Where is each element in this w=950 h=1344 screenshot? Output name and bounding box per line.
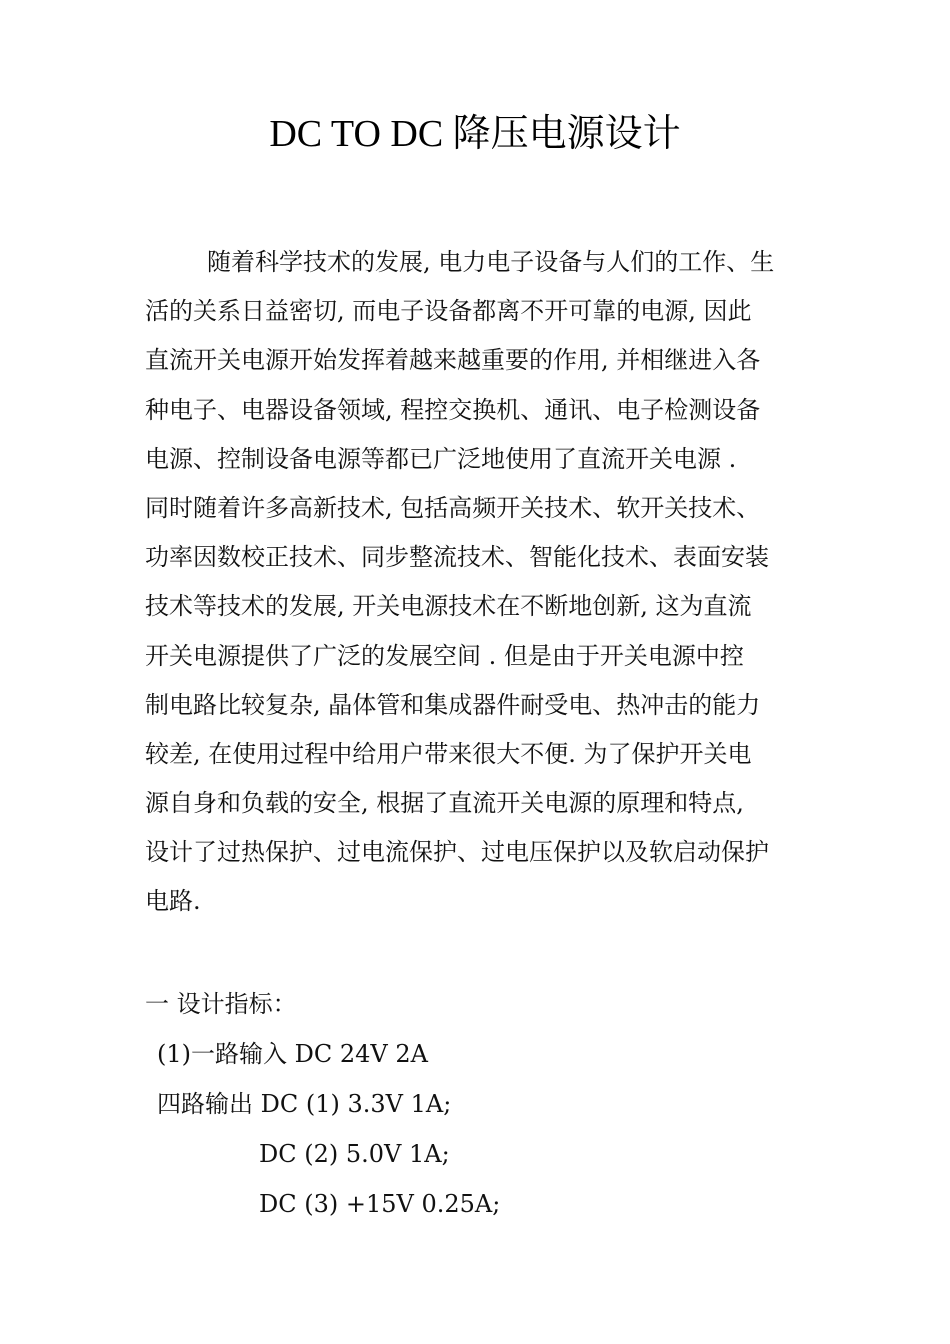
paragraph-line: 种电子、电器设备领域, 程控交换机、通讯、电子检测设备 xyxy=(145,395,761,424)
section-heading: 一 设计指标： xyxy=(145,990,297,1018)
paragraph-line: 电源、控制设备电源等都已广泛地使用了直流开关电源 . xyxy=(145,444,737,473)
output-spec-line: 四路输出 DC (1) 3.3V 1A; xyxy=(157,1090,452,1118)
output-spec-line: DC (3) +15V 0.25A; xyxy=(259,1190,501,1218)
paragraph-line: 源自身和负载的安全, 根据了直流开关电源的原理和特点, xyxy=(145,789,744,818)
paragraph-line: 功率因数校正技术、同步整流技术、智能化技术、表面安装 xyxy=(145,543,769,572)
paragraph-line: 直流开关电源开始发挥着越来越重要的作用, 并相继进入各 xyxy=(145,346,761,375)
output-spec-line: DC (2) 5.0V 1A; xyxy=(259,1140,450,1168)
paragraph-line: 同时随着许多高新技术, 包括高频开关技术、软开关技术、 xyxy=(145,493,761,522)
paragraph-line: 电路. xyxy=(145,887,201,916)
paragraph-line: 设计了过热保护、过电流保护、过电压保护以及软启动保护 xyxy=(145,838,769,867)
document-title: DC TO DC 降压电源设计 xyxy=(269,113,681,155)
intro-paragraph xyxy=(145,238,825,927)
paragraph-line: 活的关系日益密切, 而电子设备都离不开可靠的电源, 因此 xyxy=(145,297,752,326)
input-spec-line: (1)一路输入 DC 24V 2A xyxy=(157,1040,428,1068)
paragraph-line: 制电路比较复杂, 晶体管和集成器件耐受电、热冲击的能力 xyxy=(145,690,761,719)
paragraph-line: 开关电源提供了广泛的发展空间 . 但是由于开关电源中控 xyxy=(145,641,744,670)
paragraph-line: 随着科学技术的发展, 电力电子设备与人们的工作、生 xyxy=(207,248,775,276)
paragraph-line: 技术等技术的发展, 开关电源技术在不断地创新, 这为直流 xyxy=(145,592,752,621)
paragraph-line: 较差, 在使用过程中给用户带来很大不便. 为了保护开关电 xyxy=(145,739,752,768)
